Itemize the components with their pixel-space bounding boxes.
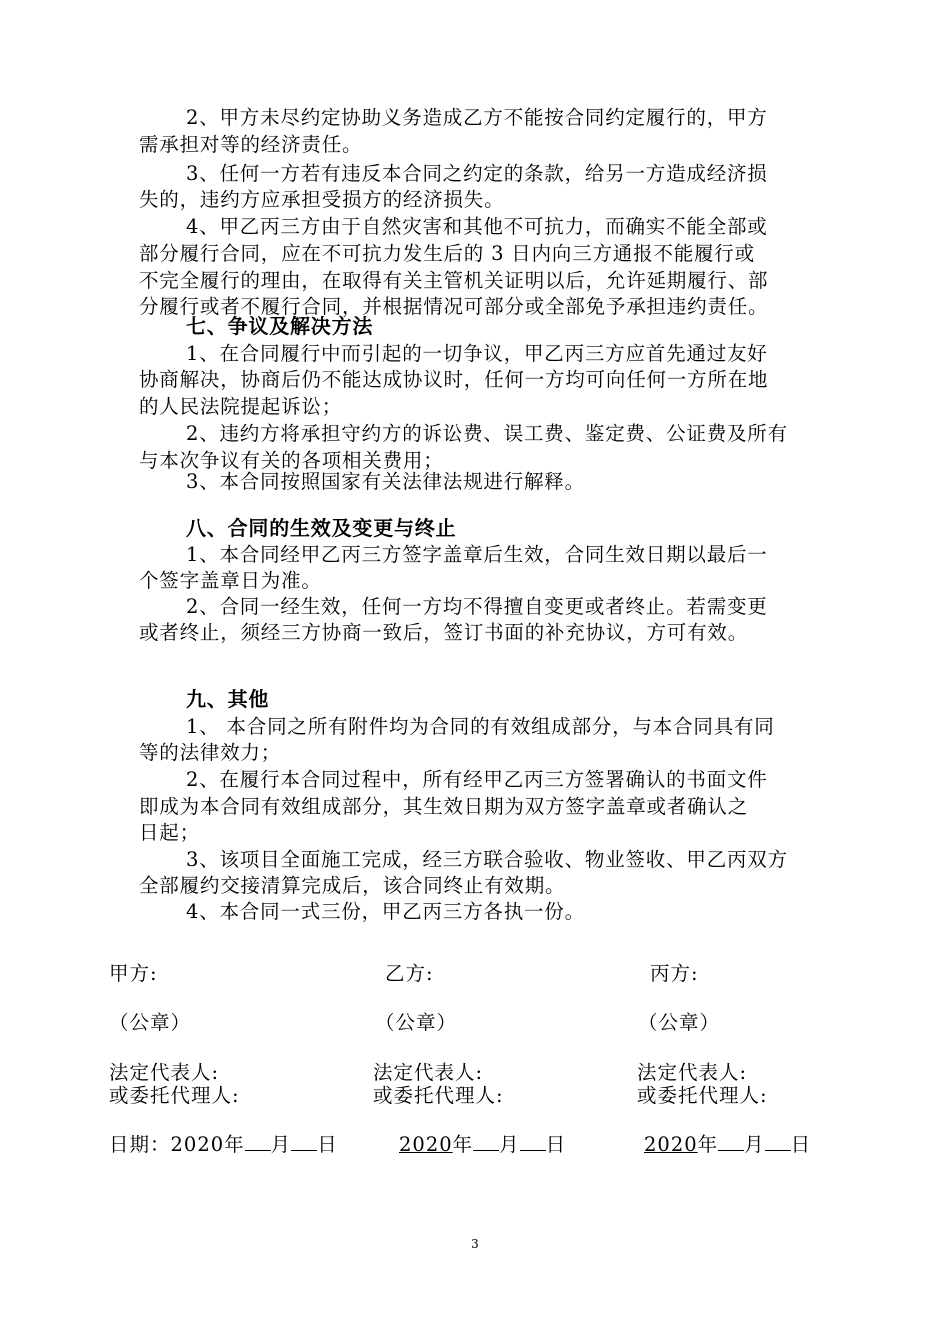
section-heading: 八、合同的生效及变更与终止: [186, 516, 457, 540]
date-nian: 年: [697, 1133, 719, 1156]
party-a-label: 甲方:: [109, 962, 158, 985]
day-blank: [291, 1132, 317, 1151]
party-b-legal-rep: 法定代表人:: [373, 1061, 484, 1084]
party-b-label: 乙方:: [385, 962, 434, 985]
date-yue: 月: [744, 1133, 765, 1156]
date-year: 2020: [644, 1133, 698, 1156]
party-b-date: [399, 1132, 566, 1158]
paragraph-line: 2、违约方将承担守约方的诉讼费、误工费、鉴定费、公证费及所有: [186, 422, 788, 445]
date-label: 日期：: [109, 1133, 171, 1156]
month-blank: [245, 1132, 271, 1151]
date-yue: 月: [499, 1133, 520, 1156]
paragraph-line: 或者终止，须经三方协商一致后，签订书面的补充协议，方可有效。: [139, 621, 749, 644]
date-year: 2020: [170, 1133, 225, 1156]
paragraph-line: 1、在合同履行中而引起的一切争议，甲乙丙三方应首先通过友好: [186, 342, 768, 365]
section-heading: 九、其他: [186, 687, 270, 711]
paragraph-line: 等的法律效力；: [139, 741, 282, 764]
day-blank: [520, 1132, 546, 1151]
month-blank: [718, 1132, 744, 1151]
paragraph-line: 的人民法院提起诉讼；: [139, 395, 343, 418]
paragraph-line: 全部履约交接清算完成后，该合同终止有效期。: [139, 874, 566, 897]
party-a-date: [109, 1132, 338, 1158]
day-blank: [765, 1132, 791, 1151]
paragraph-line: 1、 本合同之所有附件均为合同的有效组成部分，与本合同具有同: [186, 715, 775, 738]
paragraph-line: 3、该项目全面施工完成，经三方联合验收、物业签收、甲乙丙双方: [186, 848, 788, 871]
paragraph-line: 2、合同一经生效，任何一方均不得擅自变更或者终止。若需变更: [186, 595, 768, 618]
paragraph-line: 2、在履行本合同过程中，所有经甲乙丙三方签署确认的书面文件: [186, 768, 768, 791]
party-a-agent: 或委托代理人:: [109, 1084, 240, 1107]
party-c-seal: （公章）: [638, 1011, 721, 1034]
page-number: 3: [471, 1237, 479, 1251]
paragraph-line: 需承担对等的经济责任。: [139, 133, 363, 156]
party-a-legal-rep: 法定代表人:: [109, 1061, 220, 1084]
party-b-seal: （公章）: [375, 1011, 458, 1034]
party-c-label: 丙方:: [650, 962, 699, 985]
paragraph-line: 个签字盖章日为准。: [139, 569, 322, 592]
paragraph-line: 3、任何一方若有违反本合同之约定的条款，给另一方造成经济损: [186, 162, 768, 185]
paragraph-line: 日起；: [139, 821, 200, 844]
paragraph-line: 3、本合同按照国家有关法律法规进行解释。: [186, 470, 585, 493]
party-c-date: [644, 1132, 811, 1158]
paragraph-line: 不完全履行的理由，在取得有关主管机关证明以后，允许延期履行、部: [139, 269, 769, 292]
paragraph-line: 即成为本合同有效组成部分，其生效日期为双方签字盖章或者确认之: [139, 795, 749, 818]
party-b-agent: 或委托代理人:: [373, 1084, 504, 1107]
date-year: 2020: [399, 1133, 453, 1156]
party-a-seal: （公章）: [109, 1011, 192, 1034]
party-c-agent: 或委托代理人:: [637, 1084, 768, 1107]
date-yue: 月: [270, 1133, 292, 1156]
date-nian: 年: [452, 1133, 474, 1156]
date-ri: 日: [317, 1133, 338, 1156]
paragraph-line: 分履行或者不履行合同，并根据情况可部分或全部免予承担违约责任。: [139, 295, 769, 318]
paragraph-line: 4、本合同一式三份，甲乙丙三方各执一份。: [186, 900, 585, 923]
date-ri: 日: [545, 1133, 567, 1156]
date-nian: 年: [224, 1133, 245, 1156]
paragraph-line: 协商解决，协商后仍不能达成协议时，任何一方均可向任何一方所在地: [139, 368, 769, 391]
paragraph-line: 4、甲乙丙三方由于自然灾害和其他不可抗力，而确实不能全部或: [186, 215, 768, 238]
paragraph-line: 部分履行合同，应在不可抗力发生后的 3 日内向三方通报不能履行或: [139, 242, 755, 265]
paragraph-line: 与本次争议有关的各项相关费用；: [139, 449, 444, 472]
section-heading: 七、争议及解决方法: [186, 314, 374, 338]
date-ri: 日: [790, 1133, 812, 1156]
paragraph-line: 1、本合同经甲乙丙三方签字盖章后生效，合同生效日期以最后一: [186, 543, 768, 566]
party-c-legal-rep: 法定代表人:: [637, 1061, 748, 1084]
paragraph-line: 2、甲方未尽约定协助义务造成乙方不能按合同约定履行的，甲方: [186, 106, 768, 129]
month-blank: [473, 1132, 499, 1151]
paragraph-line: 失的，违约方应承担受损方的经济损失。: [139, 188, 505, 211]
